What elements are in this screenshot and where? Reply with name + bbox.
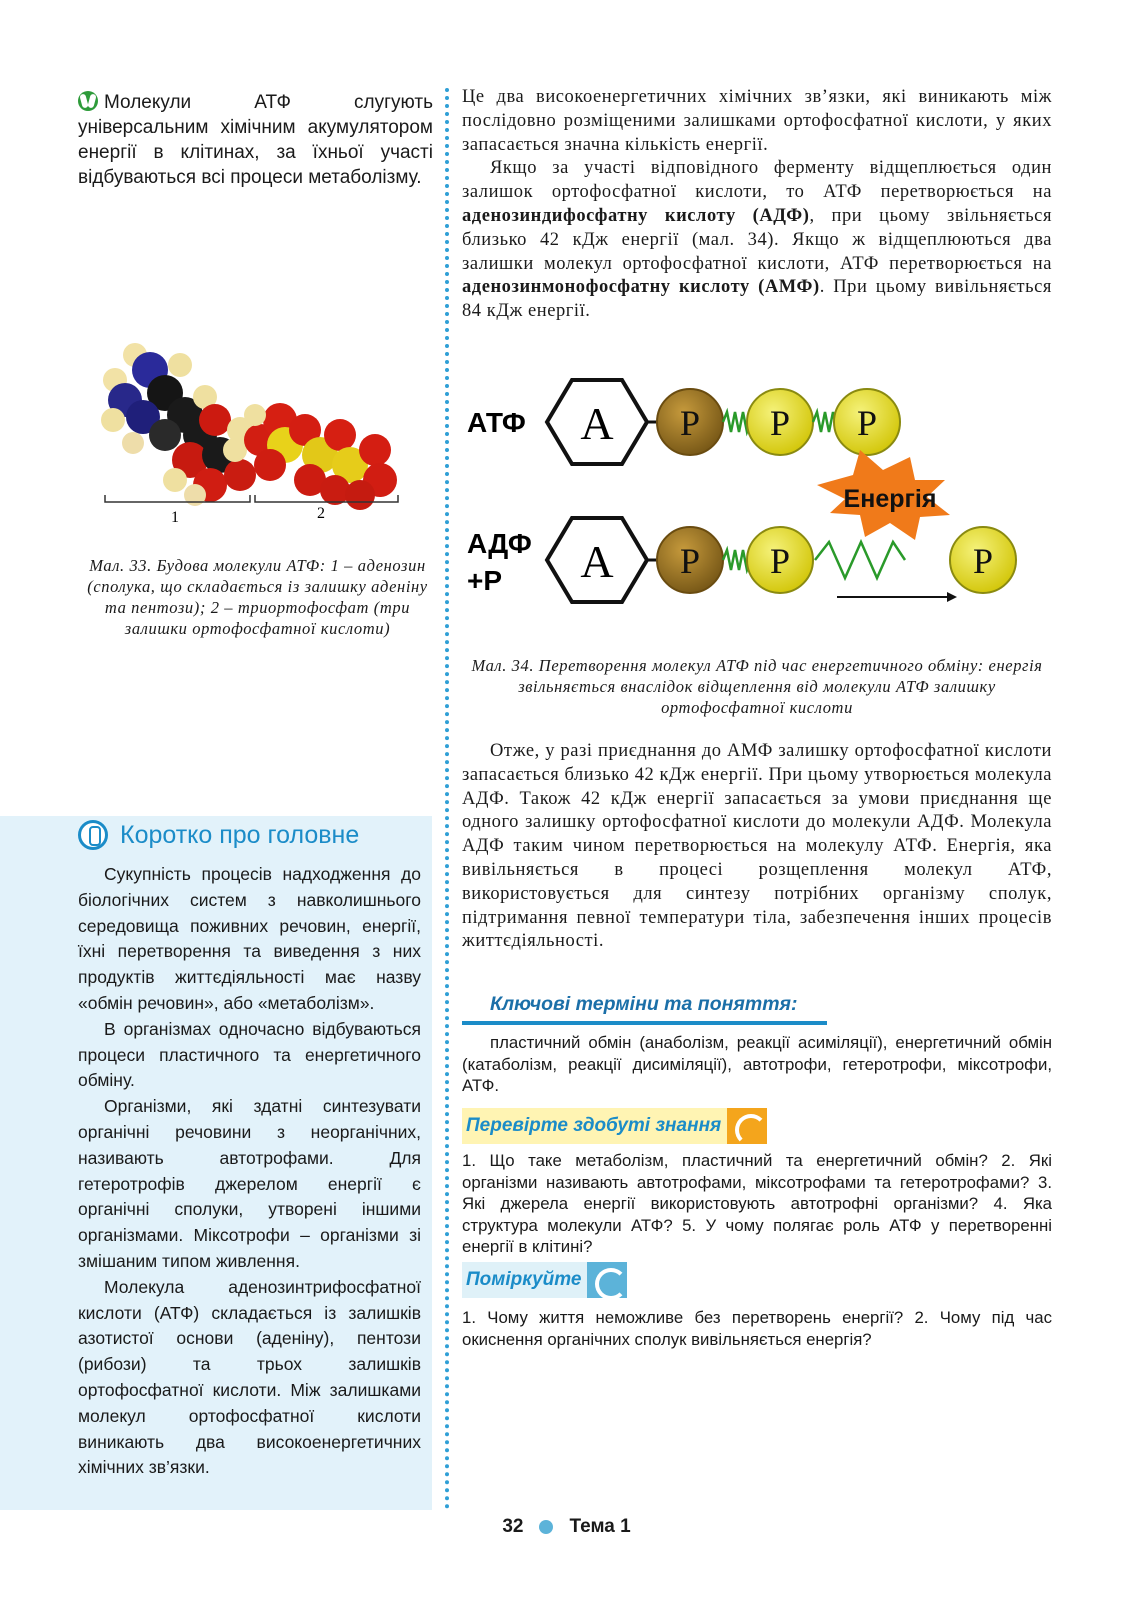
body-paragraph: Отже, у разі приєднання до АМФ залишку ортофосфатної кислоти запасається близько 42 кДж енергії. При цьому утворюється молекула АДФ. Також 42 кДж енергії запасається за умови приєднання ще одного залишку ортофосфатної кислоти до молекули АДФ. Молекула АДФ таким чином перетворюється на молекулу АТФ. Енергія, яка вивільняється в процесі розщеплення молекул АТФ, використовується для синтезу потрібних організму сполук, підтримання певної температури тіла, забезпечення інших процесів життєдіяльності. — [462, 741, 1052, 952]
svg-text:P: P — [679, 403, 701, 443]
adenine-hexagon — [547, 518, 647, 602]
phosphate-yellow — [747, 527, 813, 593]
release-arrow — [837, 592, 957, 602]
energy-label: Енергія — [843, 485, 937, 513]
svg-text:P: P — [769, 541, 791, 581]
summary-paragraph: Сукупність процесів надходження до біологічних систем з навколишнього середовища поживних речовин, енергії, їхні перетворення та виведення з них продуктів життєдіяльності має назву «обмін речовин», або «метаболізм». — [78, 864, 421, 1013]
summary-paragraph: В організмах одночасно відбуваються процеси пластичного та енергетичного обміну. — [78, 1018, 421, 1091]
adenine-hexagon — [547, 380, 647, 464]
body-paragraph: Якщо за участі відповідного ферменту відщеплюється один залишок ортофосфатної кислоти, то АТФ перетворюється на аденозиндифосфатну кислоту (АДФ), при цьому звільняється близько 42 кДж енергії (мал. 34). Якщо ж відщеплюються два залишки молекул ортофосфатної кислоти, АТФ перетворюється на аденозинмонофосфатну кислоту (АМФ). При цьому вивільняється 84 кДж енергії. — [462, 158, 1053, 322]
think-title: Поміркуйте — [462, 1262, 587, 1298]
page-footer — [0, 1512, 1133, 1542]
key-terms-text: пластичний обмін (анаболізм, реакції асиміляції), енергетичний обмін (катаболізм, реакції дисиміляції), автотрофи, гетеротрофи, міксотрофи, АТФ. — [462, 1033, 1052, 1095]
check-knowledge-questions: 1. Що таке метаболізм, пластичний та енергетичний обмін? 2. Які організми називають автотрофами, міксотрофами та гетеротрофами? 3. Які джерела енергії використовують автотрофні організми? 4. Яка структура молекули АТФ? 5. У чому полягає роль АТФ у перетворенні енергії в клітині? — [462, 1151, 1052, 1256]
column-divider — [445, 88, 449, 1510]
adp-row-label-phosphate: +Р — [467, 565, 503, 596]
body-text-top — [462, 86, 1052, 324]
think-heading — [462, 1262, 627, 1298]
think-questions: 1. Чому життя неможливе без перетворень енергії? 2. Чому під час окиснення органічних сполук вивільняється енергія? — [462, 1308, 1052, 1349]
note-marker-icon — [78, 91, 98, 111]
svg-text:P: P — [769, 403, 791, 443]
figure-34-caption: Мал. 34. Перетворення молекул АТФ під час енергетичного обміну: енергія звільняється внаслідок відщеплення від молекули АТФ залишку ортофосфатної кислоти — [471, 656, 1043, 717]
hand-icon — [78, 820, 108, 850]
body-text-middle — [462, 740, 1052, 954]
term-adp: аденозиндифосфатну кислоту (АДФ) — [462, 205, 810, 226]
broken-bond — [815, 542, 905, 578]
check-knowledge-title: Перевірте здобуті знання — [462, 1108, 727, 1144]
figure-33-caption: Мал. 33. Будова молекули АТФ: 1 – аденозин (сполука, що складається із залишку аденіну та пентози); 2 – триортофосфат (три залишки ортофосфатної кислоти) — [87, 556, 428, 638]
phosphate-yellow — [834, 389, 900, 455]
topic-label: Тема 1 — [569, 1516, 631, 1537]
summary-paragraph: Молекула аденозинтрифосфатної кислоти (АТФ) складається із залишків азотистої основи (аденіну), пентози (рибози) та трьох залишків ортофосфатної кислоти. Між залишками молекул ортофосфатної кислоти виникають два високоенергетичних хімічних зв’язки. — [78, 1276, 421, 1478]
spiral-icon — [587, 1262, 627, 1298]
swirl-icon — [727, 1108, 767, 1144]
atp-row-label: АТФ — [467, 407, 526, 438]
summary-paragraph: Організми, які здатні синтезувати органічні речовини з неорганічних, називають автотрофами. Для гетеротрофів джерелом енергії є органічні сполуки, утворені іншими організмами. Міксотрофи – організми зі змішаним типом живлення. — [78, 1096, 421, 1271]
svg-text:P: P — [972, 541, 994, 581]
energy-burst — [817, 450, 950, 540]
adp-row-label: АДФ — [467, 528, 532, 559]
adenosine-atoms — [101, 343, 256, 506]
figure-label-1: 1 — [171, 509, 179, 526]
svg-text:A: A — [580, 398, 614, 449]
summary-title-text: Коротко про головне — [120, 820, 360, 849]
key-terms-heading: Ключові терміни та поняття: — [462, 993, 827, 1025]
footer-dot-icon — [539, 1520, 553, 1534]
triphosphate-atoms — [244, 403, 397, 510]
term-amp: аденозинмонофосфатну кислоту (АМФ) — [462, 277, 820, 298]
phosphate-brown — [657, 389, 723, 455]
atp-molecule-figure — [95, 335, 415, 535]
body-paragraph: Це два високоенергетичних хімічних зв’язки, які виникають між послідовно розміщеними залишками ортофосфатної кислоти, у яких запасається значна кількість енергії. — [462, 87, 1052, 155]
svg-text:A: A — [580, 536, 614, 587]
phosphate-yellow-released — [950, 527, 1016, 593]
page-number: 32 — [502, 1516, 524, 1537]
svg-text:P: P — [679, 541, 701, 581]
check-knowledge-heading — [462, 1108, 767, 1144]
atp-conversion-diagram — [465, 375, 1065, 635]
margin-note-text: Молекули АТФ слугують універсальним хімічним акумулятором енергії в клітинах, за їхньої участі відбуваються всі процеси метаболізму. — [78, 92, 433, 188]
phosphate-brown — [657, 527, 723, 593]
margin-note — [78, 90, 433, 190]
summary-heading — [78, 818, 359, 852]
figure-label-2: 2 — [317, 505, 325, 522]
svg-text:P: P — [856, 403, 878, 443]
summary-text — [78, 862, 421, 1481]
phosphate-yellow — [747, 389, 813, 455]
